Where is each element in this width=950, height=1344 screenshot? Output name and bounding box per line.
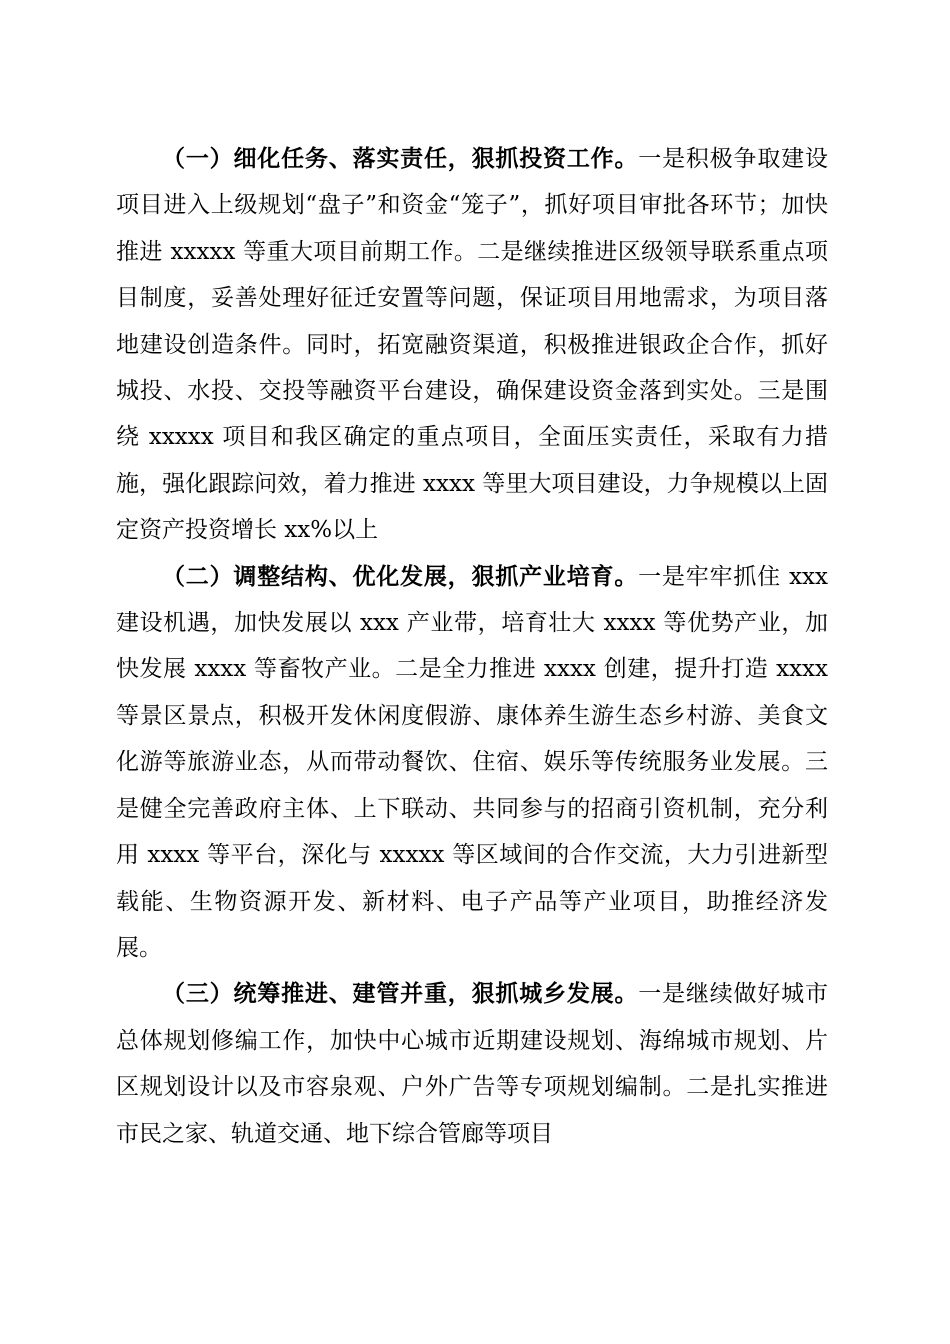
document-body (116, 136, 828, 1157)
paragraph-heading: （二）调整结构、优化发展，狠抓产业培育。 (162, 562, 639, 590)
paragraph-investment (116, 136, 828, 554)
paragraph-text: 一是牢牢抓住 xxx 建设机遇，加快发展以 xxx 产业带，培育壮大 xxxx 等优势产业，加快发展 xxxx 等畜牧产业。二是全力推进 xxxx 创建，提升打造 xxxx 等景区景点，积极开发休闲度假游、康体养生游生态乡村游、美食文化游等旅游业态，从而带动餐饮、住宿、娱乐等传统服务业发展。三是健全完善政府主体、上下联动、共同参与的招商引资机制，充分利用 xxxx 等平台，深化与 xxxxx 等区域间的合作交流，大力引进新型载能、生物资源开发、新材料、电子产品等产业项目，助推经济发展。 (116, 563, 828, 961)
paragraph-industry (116, 554, 828, 972)
paragraph-heading: （三）统筹推进、建管并重，狠抓城乡发展。 (162, 980, 639, 1008)
paragraph-text: 一是积极争取建设项目进入上级规划“盘子”和资金“笼子”，抓好项目审批各环节；加快推进 xxxxx 等重大项目前期工作。二是继续推进区级领导联系重点项目制度，妥善处理好征迁安置等问题，保证项目用地需求，为项目落地建设创造条件。同时，拓宽融资渠道，积极推进银政企合作，抓好城投、水投、交投等融资平台建设，确保建设资金落到实处。三是围绕 xxxxx 项目和我区确定的重点项目，全面压实责任，采取有力措施，强化跟踪问效，着力推进 xxxx 等里大项目建设，力争规模以上固定资产投资增长 xx%以上 (116, 146, 829, 544)
paragraph-urban-rural (116, 971, 828, 1157)
paragraph-text: 一是继续做好城市总体规划修编工作，加快中心城市近期建设规划、海绵城市规划、片区规划设计以及市容泉观、户外广告等专项规划编制。二是扎实推进市民之家、轨道交通、地下综合管廊等项目 (116, 981, 829, 1147)
paragraph-heading: （一）细化任务、落实责任，狠抓投资工作。 (162, 145, 639, 172)
